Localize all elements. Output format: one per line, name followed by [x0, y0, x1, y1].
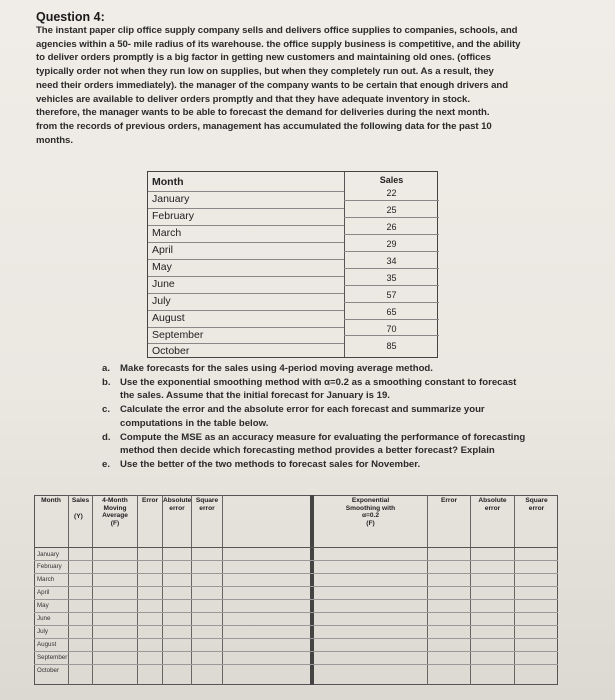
header-moving-average: 4-Month Moving Average (F) — [102, 497, 128, 527]
row-month: February — [37, 563, 62, 570]
sales-cell: 26 — [386, 222, 397, 232]
header-sales-symbol: (Y) — [74, 513, 83, 520]
question-paragraph — [36, 24, 556, 147]
row-month: September — [37, 654, 68, 661]
paragraph-line: typically order not when they run low on supplies, but when they completely run out. As a result, they — [36, 66, 494, 78]
month-cell: February — [152, 210, 195, 222]
task-text: Calculate the error and the absolute error for each forecast and summarize your — [120, 404, 485, 416]
month-cell: October — [152, 345, 190, 357]
paragraph-line: agencies within a 50- mile radius of its warehouse. the office supply business is competitive, and the ability — [36, 38, 521, 50]
paragraph-line: need their orders immediately). the manager of the company wants to be certain that enough drivers and — [36, 79, 509, 91]
sales-cell: 29 — [386, 239, 397, 249]
paragraph-line: from the records of previous orders, management has accumulated the following data for the past 10 — [36, 120, 492, 132]
header-error-ma: Error — [141, 497, 159, 504]
task-item — [102, 458, 562, 472]
task-label: e. — [102, 458, 111, 470]
task-list — [102, 362, 562, 472]
forecast-summary-table — [34, 495, 558, 685]
paragraph-line: vehicles are available to deliver orders promptly and that they have adequate inventory in stock. — [36, 93, 470, 105]
task-label: a. — [102, 363, 111, 374]
row-month: March — [37, 576, 55, 583]
month-cell: April — [152, 244, 174, 256]
month-cell: May — [152, 261, 172, 273]
month-cell: September — [152, 329, 204, 341]
task-text: Use the exponential smoothing method with α=0.2 as a smoothing constant to forecast — [120, 376, 517, 388]
task-item — [102, 403, 562, 430]
task-text: Compute the MSE as an accuracy measure for evaluating the performance of forecasting — [120, 431, 526, 443]
month-cell: July — [152, 295, 171, 307]
header-exponential-smoothing: Exponential Smoothing with α=0.2 (F) — [345, 497, 396, 527]
header-square-error-es: Square error — [525, 497, 548, 512]
header-sales: Sales — [379, 175, 404, 185]
sales-cell: 65 — [386, 307, 397, 317]
task-item — [102, 431, 562, 458]
month-cell: January — [152, 193, 190, 205]
row-month: July — [37, 628, 49, 635]
month-cell: August — [152, 312, 185, 324]
sales-cell: 34 — [386, 256, 397, 266]
sales-cell: 70 — [386, 324, 397, 334]
sales-cell: 57 — [386, 290, 397, 300]
question-title: Question 4: — [36, 10, 105, 24]
task-label: b. — [102, 376, 111, 388]
task-label: d. — [102, 431, 111, 443]
task-label: c. — [102, 404, 111, 416]
row-month: August — [37, 641, 57, 648]
header-error-es: Error — [440, 497, 458, 504]
paragraph-line: months. — [36, 134, 73, 146]
sales-cell: 35 — [386, 273, 397, 283]
header-month: Month — [152, 176, 184, 188]
row-month: May — [37, 602, 49, 609]
month-cell: March — [152, 227, 182, 239]
task-text: computations in the table below. — [120, 417, 269, 429]
month-cell: June — [152, 278, 175, 290]
header-absolute-error-ma: Absolute error — [163, 497, 192, 512]
sales-data-table — [147, 171, 438, 358]
sales-cell: 22 — [386, 188, 397, 198]
task-text: the sales. Assume that the initial forecast for January is 19. — [120, 390, 390, 402]
header-month: Month — [41, 497, 61, 504]
paragraph-line: therefore, the manager wants to be able to forecast the demand for deliveries during the next month. — [36, 107, 490, 119]
task-item — [102, 362, 562, 376]
row-month: January — [37, 551, 60, 558]
task-text: Make forecasts for the sales using 4-period moving average method. — [120, 363, 433, 374]
task-text: Use the better of the two methods to forecast sales for November. — [120, 458, 421, 470]
paragraph-line: The instant paper clip office supply company sells and delivers office supplies to companies, schools, and — [36, 25, 518, 36]
sales-cell: 25 — [386, 205, 397, 215]
paragraph-line: to deliver orders promptly is a big factor in getting new customers and maintaining old ones. (offices — [36, 52, 491, 64]
sales-cell: 85 — [386, 341, 397, 351]
row-month: June — [37, 615, 51, 622]
row-month: April — [37, 589, 50, 596]
header-absolute-error-es: Absolute error — [478, 497, 507, 512]
row-month: October — [37, 667, 60, 674]
header-sales: Sales — [71, 497, 90, 504]
header-square-error-ma: Square error — [195, 497, 219, 512]
task-item — [102, 376, 562, 403]
task-text: method then decide which forecasting method provides a better forecast? Explain — [120, 445, 495, 457]
